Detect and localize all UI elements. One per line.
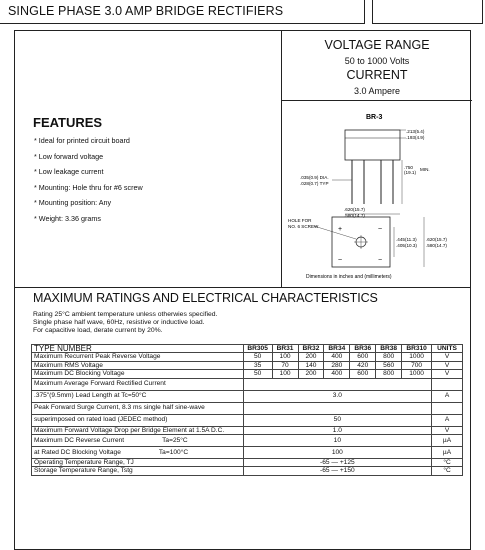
table-row xyxy=(32,390,463,402)
cell: 1000 xyxy=(402,370,432,378)
reverse-cond: Ta=25°C xyxy=(162,436,188,444)
unit-cell xyxy=(432,378,463,390)
table-row xyxy=(32,435,463,447)
table-row xyxy=(32,447,463,459)
row-label: Maximum Forward Voltage Drop per Bridge Element at 1.5A D.C. xyxy=(32,426,244,434)
feature-item: * Low forward voltage xyxy=(34,151,104,161)
note-line: Rating 25°C ambient temperature unless otherwies specified. xyxy=(33,311,218,318)
note-line: For capacitive load, derate current by 20%. xyxy=(33,327,163,334)
header-bar xyxy=(0,0,365,24)
dim-lead-c: MIN. xyxy=(420,167,430,172)
table-row xyxy=(32,426,463,434)
row-label xyxy=(32,435,244,447)
col-header: BR305 xyxy=(243,345,272,353)
row-label: Maximum Recurrent Peak Reverse Voltage xyxy=(32,353,244,361)
unit-cell xyxy=(432,402,463,414)
spec-divider xyxy=(282,100,472,101)
cell: -65 — +150 xyxy=(243,467,431,475)
row-label: Maximum RMS Voltage xyxy=(32,361,244,369)
feature-item: * Mounting: Hole thru for #6 screw xyxy=(34,182,143,192)
reverse-label: at Rated DC Blocking Voltage xyxy=(34,448,121,456)
cell: 280 xyxy=(324,361,350,369)
dim-inner-a: .445(11.3) xyxy=(396,237,417,242)
note-line: Single phase half wave, 60Hz, resistive or inductive load. xyxy=(33,319,205,326)
table-row xyxy=(32,370,463,378)
row-label: superimposed on rated load (JEDEC method) xyxy=(32,414,244,426)
row-label: Maximum DC Blocking Voltage xyxy=(32,370,244,378)
table-row xyxy=(32,459,463,467)
dim-lead-b: (19.1) xyxy=(404,170,417,175)
cell: 100 xyxy=(272,370,298,378)
row-label: Maximum Average Forward Rectified Current xyxy=(32,378,244,390)
table-row xyxy=(32,361,463,369)
table-row xyxy=(32,414,463,426)
hole-label-a: HOLE FOR xyxy=(288,218,312,223)
feature-item: * Ideal for printed circuit board xyxy=(34,136,130,145)
page-title: SINGLE PHASE 3.0 AMP BRIDGE RECTIFIERS xyxy=(8,4,284,18)
cell: 100 xyxy=(272,353,298,361)
row-label: Operating Temperature Range, TJ xyxy=(32,459,244,467)
row-label: Peak Forward Surge Current, 8.3 ms single half sine-wave xyxy=(32,402,244,414)
dim-side-a: .620(15.7) xyxy=(426,237,447,242)
unit-cell: µA xyxy=(432,435,463,447)
feature-item: * Weight: 3.36 grams xyxy=(34,213,101,223)
dim-width-b: .580(14.7) xyxy=(344,213,365,218)
table-row xyxy=(32,378,463,390)
features-heading: FEATURES xyxy=(33,115,103,130)
package-caption: Dimensions in inches and (millimeters) xyxy=(306,274,392,280)
cell: 100 xyxy=(243,447,431,459)
col-header: BR31 xyxy=(272,345,298,353)
cell: 1000 xyxy=(402,353,432,361)
cell: 420 xyxy=(350,361,376,369)
table-header-row xyxy=(32,345,463,353)
feature-item: * Low leakage current xyxy=(34,167,104,176)
dim-dia-a: .035(0.9) DIA. xyxy=(300,175,329,180)
unit-cell: A xyxy=(432,390,463,402)
section-divider xyxy=(14,287,471,288)
col-header: BR36 xyxy=(350,345,376,353)
pin-mark: ~ xyxy=(338,257,343,264)
voltage-range-value: 50 to 1000 Volts xyxy=(344,56,410,66)
dim-inner-b: .405(10.3) xyxy=(396,243,417,248)
current-label: CURRENT xyxy=(346,68,408,82)
ratings-table xyxy=(31,344,463,476)
unit-cell: °C xyxy=(432,459,463,467)
cell: 800 xyxy=(376,370,402,378)
col-header: UNITS xyxy=(432,345,463,353)
dim-top-a: .213(5.4) xyxy=(406,129,425,134)
table-row xyxy=(32,467,463,475)
unit-cell: A xyxy=(432,414,463,426)
col-header: BR32 xyxy=(298,345,324,353)
dim-dia-b: .028(0.7) TYP xyxy=(300,181,329,186)
col-header: BR34 xyxy=(324,345,350,353)
cell: 35 xyxy=(243,361,272,369)
dim-top-b: .193(4.9) xyxy=(406,135,425,140)
dim-width-a: .620(15.7) xyxy=(344,207,365,212)
unit-cell: µA xyxy=(432,447,463,459)
col-header: TYPE NUMBER xyxy=(32,345,244,353)
cell: 140 xyxy=(298,361,324,369)
pin-mark: − xyxy=(378,257,383,264)
cell: 50 xyxy=(243,370,272,378)
cell: 800 xyxy=(376,353,402,361)
cell: 50 xyxy=(243,353,272,361)
reverse-cond: Ta=100°C xyxy=(158,448,189,456)
row-label: .375"(9.5mm) Lead Length at Tc=50°C xyxy=(32,390,244,402)
unit-cell: V xyxy=(432,370,463,378)
cell: 700 xyxy=(402,361,432,369)
col-header: BR310 xyxy=(402,345,432,353)
row-label: Storage Temperature Range, Tstg xyxy=(32,467,244,475)
cell: -65 — +125 xyxy=(243,459,431,467)
pin-mark: ~ xyxy=(378,226,383,233)
cell: 3.0 xyxy=(243,390,431,402)
cell: 1.0 xyxy=(243,426,431,434)
cell: 400 xyxy=(324,370,350,378)
cell: 200 xyxy=(298,353,324,361)
cell: 600 xyxy=(350,353,376,361)
voltage-range-label: VOLTAGE RANGE xyxy=(324,38,430,52)
reverse-label: Maximum DC Reverse Current xyxy=(34,436,125,444)
cell: 70 xyxy=(272,361,298,369)
cell: 50 xyxy=(243,414,431,426)
cell: 560 xyxy=(376,361,402,369)
hole-label-b: NO. 6 SCREW xyxy=(288,224,319,229)
unit-cell: V xyxy=(432,426,463,434)
ratings-heading: MAXIMUM RATINGS AND ELECTRICAL CHARACTERISTICS xyxy=(33,291,378,305)
table-row xyxy=(32,402,463,414)
package-drawing xyxy=(282,104,472,284)
pin-mark: + xyxy=(338,226,343,233)
feature-item: * Mounting position: Any xyxy=(34,198,112,207)
ratings-notes xyxy=(33,311,217,335)
current-value: 3.0 Ampere xyxy=(353,86,401,96)
header-logo-box xyxy=(372,0,483,24)
package-name: BR-3 xyxy=(366,114,383,121)
package-body-side xyxy=(345,130,400,160)
cell: 200 xyxy=(298,370,324,378)
dim-lead-a: .750 xyxy=(404,165,413,170)
dim-side-b: .580(14.7) xyxy=(426,243,447,248)
cell: 400 xyxy=(324,353,350,361)
cell xyxy=(243,378,431,390)
cell: 10 xyxy=(243,435,431,447)
row-label xyxy=(32,447,244,459)
features-list xyxy=(34,136,143,229)
cell: 600 xyxy=(350,370,376,378)
cell xyxy=(243,402,431,414)
unit-cell: °C xyxy=(432,467,463,475)
unit-cell: V xyxy=(432,361,463,369)
table-row xyxy=(32,353,463,361)
col-header: BR38 xyxy=(376,345,402,353)
unit-cell: V xyxy=(432,353,463,361)
